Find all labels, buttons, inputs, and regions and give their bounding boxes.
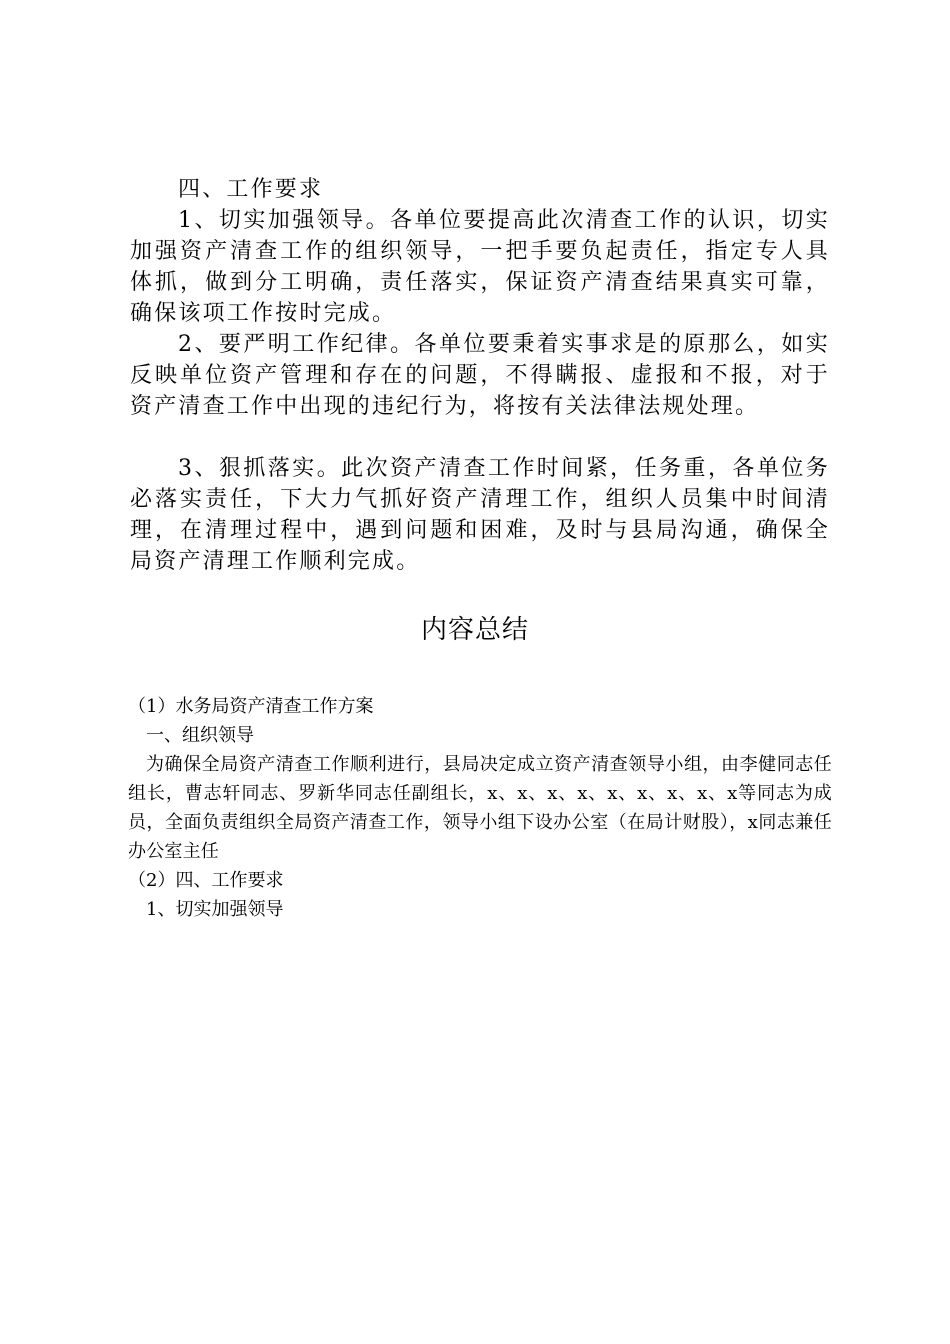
requirement-item-1: 1、切实加强领导。各单位要提高此次清查工作的认识，切实加强资产清查工作的组织领导，一把手要负起责任，指定专人具体抓，做到分工明确，责任落实，保证资产清查结果真实可靠，确保该项工作按时完成。 <box>130 208 830 326</box>
section-heading: 四、工作要求 <box>178 177 324 202</box>
summary-line-1: （1）水务局资产清查工作方案 <box>128 696 374 717</box>
requirement-item-3: 3、狠抓落实。此次资产清查工作时间紧，任务重，各单位务必落实责任，下大力气抓好资产清理工作，组织人员集中时间清理，在清理过程中，遇到问题和困难，及时与县局沟通，确保全局资产清理工作顺利完成。 <box>130 456 830 574</box>
summary-title: 内容总结 <box>420 615 529 645</box>
summary-line-3: 为确保全局资产清查工作顺利进行，县局决定成立资产清查领导小组，由李健同志任组长，曹志轩同志、罗新华同志任副组长，x、x、x、x、x、x、x、x、x等同志为成员，全面负责组织全局资产清查工作，领导小组下设办公室（在局计财股），x同志兼任办公室主任 <box>128 754 832 862</box>
summary-line-4: （2）四、工作要求 <box>128 870 284 891</box>
summary-line-5: 1、切实加强领导 <box>146 899 284 920</box>
summary-content <box>128 692 832 924</box>
summary-line-2: 一、组织领导 <box>146 725 254 746</box>
requirement-item-2: 2、要严明工作纪律。各单位要秉着实事求是的原那么，如实反映单位资产管理和存在的问题，不得瞒报、虚报和不报，对于资产清查工作中出现的违纪行为，将按有关法律法规处理。 <box>130 332 830 419</box>
work-requirements-section <box>130 174 830 577</box>
